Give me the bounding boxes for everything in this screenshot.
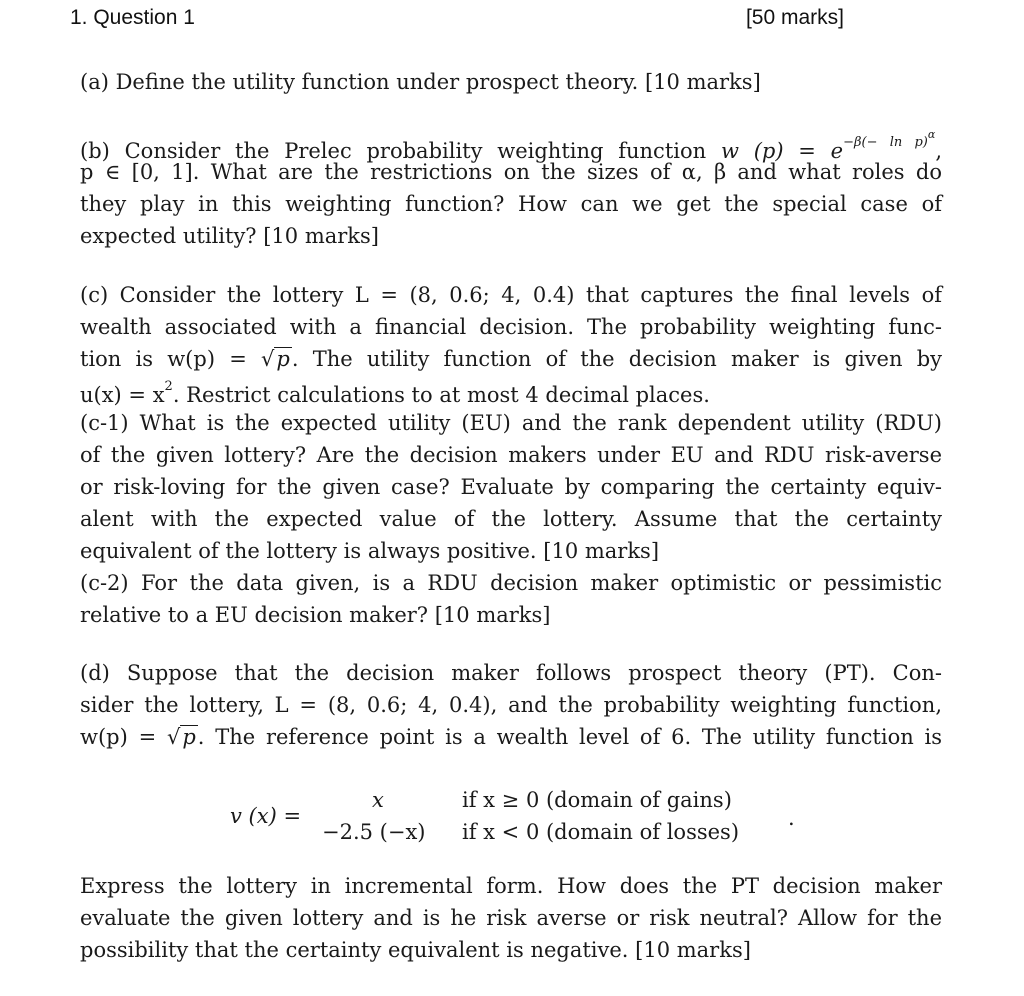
part-c-line-4-pre: u(x) = x [80, 383, 165, 407]
equation-row-1-value: x [372, 788, 384, 812]
equation-row-1-condition: if x ≥ 0 (domain of gains) [462, 788, 732, 812]
part-c-line-4-post: . Restrict calculations to at most 4 decimal places. [172, 383, 710, 407]
part-d-line-5: evaluate the given lottery and is he risk averse or risk neutral? Allow for the [80, 906, 942, 930]
part-c-line-1: (c) Consider the lottery L = (8, 0.6; 4, 0.4) that captures the final levels of [80, 283, 942, 307]
part-c1-line-2: of the given lottery? Are the decision makers under EU and RDU risk-averse [80, 443, 942, 467]
part-c-line-3-post: . The utility function of the decision maker is given by [291, 347, 942, 371]
part-c-line-3 [80, 347, 942, 379]
part-b-line-1 [80, 128, 943, 163]
part-b-line-1-text: (b) Consider the Prelec probability weighting function [80, 139, 721, 163]
question-title: 1. Question 1 [70, 6, 195, 29]
part-d-line-2: sider the lottery, L = (8, 0.6; 4, 0.4), and the probability weighting function, [80, 693, 942, 717]
part-c-line-4-sup: 2 [164, 379, 173, 394]
prelec-function: w (p) = e [720, 139, 844, 163]
prelec-exponent: −β(− ln p) [843, 135, 928, 150]
part-d-line-1: (d) Suppose that the decision maker follows prospect theory (PT). Con- [80, 661, 942, 685]
sqrt-radicand-d: p [182, 725, 196, 749]
part-d-line-3-pre: w(p) = [80, 725, 167, 749]
part-c1-line-5: equivalent of the lottery is always positive. [10 marks] [80, 539, 660, 563]
equation-lhs: v (x) = [230, 804, 302, 828]
part-b-line-3: they play in this weighting function? How can we get the special case of [80, 192, 942, 216]
utility-equation [80, 786, 942, 856]
part-c-line-2: wealth associated with a financial decision. The probability weighting func- [80, 315, 942, 339]
part-c1-line-1: (c-1) What is the expected utility (EU) and the rank dependent utility (RDU) [80, 411, 942, 435]
part-d-line-3-post: . The reference point is a wealth level of 6. The utility function is [197, 725, 942, 749]
sqrt-sign: √ [261, 347, 275, 371]
question-total-marks: [50 marks] [745, 6, 844, 29]
part-c1-line-3: or risk-loving for the given case? Evaluate by comparing the certainty equiv- [80, 475, 942, 499]
equation-row-2-condition: if x < 0 (domain of losses) [462, 820, 740, 844]
sqrt-sign-d: √ [166, 725, 181, 749]
part-d-line-6: possibility that the certainty equivalent is negative. [10 marks] [80, 938, 751, 962]
part-a-line-1: (a) Define the utility function under prospect theory. [10 marks] [80, 70, 761, 94]
sqrt-radicand: p [276, 347, 290, 371]
part-c1-line-4: alent with the expected value of the lottery. Assume that the certainty [80, 507, 942, 531]
part-b-line-2: p ∈ [0, 1]. What are the restrictions on the sizes of α, β and what roles do [80, 160, 942, 184]
part-d-line-4: Express the lottery in incremental form. How does the PT decision maker [80, 874, 942, 898]
part-c-line-3-pre: tion is w(p) = [80, 347, 262, 371]
part-b-line-4: expected utility? [10 marks] [80, 224, 379, 248]
prelec-exponent-alpha: α [927, 128, 936, 141]
question-body [80, 0, 942, 996]
part-d-line-3 [80, 725, 942, 757]
part-c2-line-1: (c-2) For the data given, is a RDU decision maker optimistic or pessimistic [80, 571, 942, 595]
equation-period: . [788, 806, 795, 830]
equation-row-2-value: −2.5 (−x) [322, 820, 426, 844]
part-c-line-4 [80, 379, 942, 411]
part-b-line-1-end: , [935, 139, 943, 163]
part-c2-line-2: relative to a EU decision maker? [10 marks] [80, 603, 551, 627]
